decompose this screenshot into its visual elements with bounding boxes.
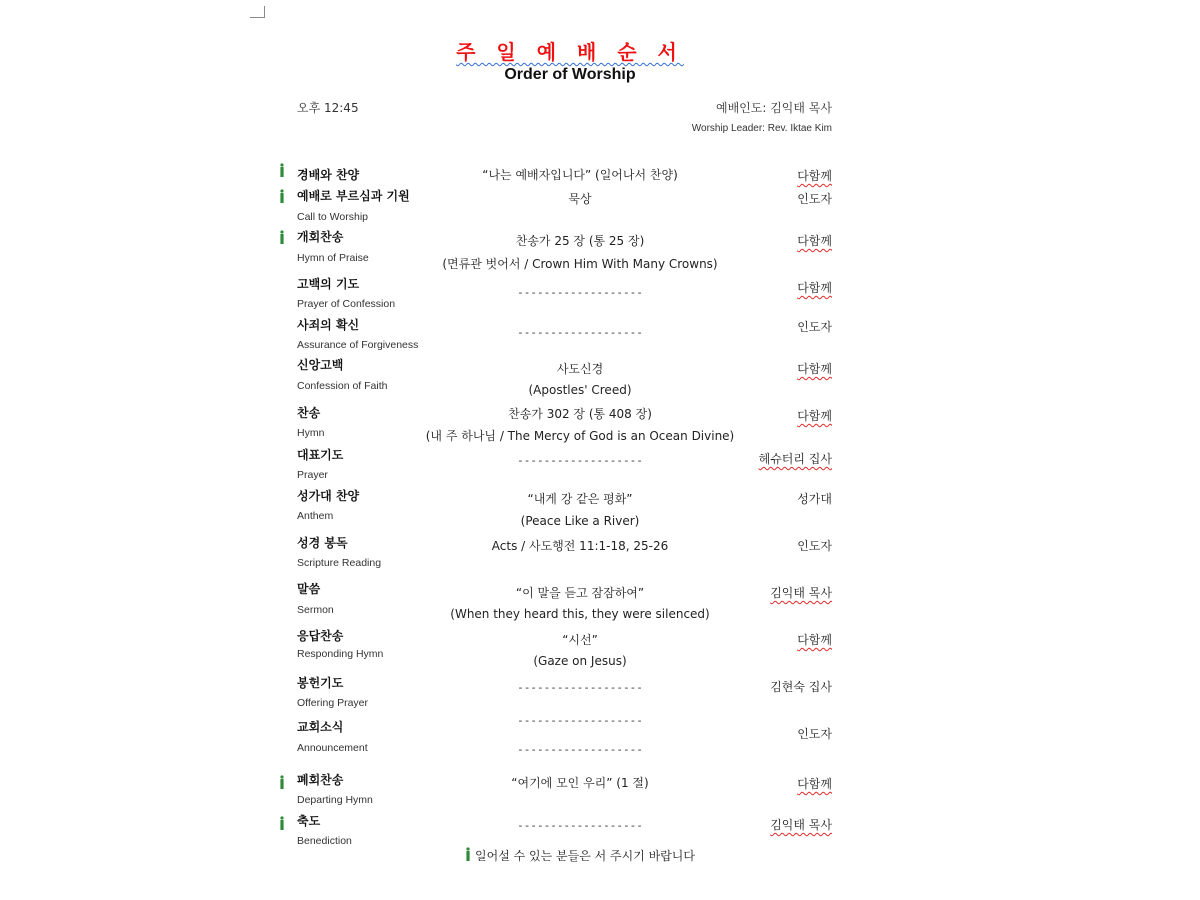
standing-person-icon <box>279 230 285 244</box>
order-item-english: Sermon <box>297 604 334 616</box>
order-item-title: 대표기도 <box>297 448 344 462</box>
order-item-title: 말씀 <box>297 582 321 596</box>
title-korean: 주 일 예 배 순 서 <box>456 40 684 64</box>
order-item-detail-secondary: (Apostles' Creed) <box>528 383 632 397</box>
order-item-person: 김현숙 집사 <box>770 680 832 694</box>
order-item-person: 다함께 <box>797 169 832 183</box>
order-item-detail: “내게 강 같은 평화” <box>527 492 633 506</box>
order-item-english: Anthem <box>297 510 334 522</box>
order-item-title: 폐회찬송 <box>297 773 344 787</box>
order-item-english: Prayer <box>297 469 328 481</box>
footer-note <box>465 847 695 864</box>
order-item-person: 다함께 <box>797 409 832 423</box>
order-item-english: Confession of Faith <box>297 380 388 392</box>
order-item-title: 개회찬송 <box>297 230 344 244</box>
order-item-english: Announcement <box>297 742 368 754</box>
order-item-detail: “나는 예배자입니다” (일어나서 찬양) <box>482 168 678 182</box>
order-item-title: 봉헌기도 <box>297 676 344 690</box>
order-item-title: 사죄의 확신 <box>297 318 360 332</box>
order-item-person: 성가대 <box>797 492 832 506</box>
order-item-english: Offering Prayer <box>297 697 369 709</box>
order-item-english: Hymn <box>297 427 325 439</box>
order-item-english: Assurance of Forgiveness <box>297 339 419 351</box>
order-item-detail: ------------------- <box>517 819 643 832</box>
order-item-detail-secondary: (Gaze on Jesus) <box>533 654 627 668</box>
order-item-detail: Acts / 사도행전 11:1-18, 25-26 <box>491 539 669 553</box>
standing-person-icon <box>279 189 285 203</box>
standing-person-icon <box>279 816 285 830</box>
order-item-english: Departing Hymn <box>297 794 373 806</box>
footer-note-text: 일어설 수 있는 분들은 서 주시기 바랍니다 <box>475 849 695 863</box>
page-corner-mark <box>250 6 265 18</box>
order-item-detail-secondary: ------------------- <box>517 743 643 756</box>
order-item-title: 신앙고백 <box>297 358 344 372</box>
order-item-detail: “여기에 모인 우리” (1 절) <box>511 776 649 790</box>
order-item-detail: 묵상 <box>568 192 592 206</box>
order-item-detail: 찬송가 25 장 (통 25 장) <box>515 234 645 248</box>
order-item-detail-secondary: (Peace Like a River) <box>520 514 640 528</box>
order-item-detail: “시선” <box>562 633 598 647</box>
standing-person-icon <box>465 847 471 864</box>
standing-person-icon <box>279 163 285 177</box>
order-item-english: Responding Hymn <box>297 648 384 660</box>
order-item-person: 인도자 <box>797 539 832 553</box>
order-item-title: 고백의 기도 <box>297 277 360 291</box>
worship-leader-korean: 예배인도: 김익태 목사 <box>715 101 832 115</box>
order-item-title: 교회소식 <box>297 720 344 734</box>
order-item-title: 찬송 <box>297 406 321 420</box>
order-item-detail: ------------------- <box>517 326 643 339</box>
order-item-detail-secondary: (면류관 벗어서 / Crown Him With Many Crowns) <box>442 257 718 271</box>
order-item-english: Hymn of Praise <box>297 252 369 264</box>
order-item-english: Benediction <box>297 835 352 847</box>
order-item-detail: ------------------- <box>517 454 643 467</box>
order-item-detail: ------------------- <box>517 681 643 694</box>
order-item-person: 김익태 목사 <box>770 818 832 832</box>
order-item-person: 다함께 <box>797 777 832 791</box>
order-item-person: 인도자 <box>797 727 832 741</box>
order-item-detail-secondary: (내 주 하나님 / The Mercy of God is an Ocean Divine) <box>425 429 735 443</box>
order-item-title: 경배와 찬양 <box>297 168 360 182</box>
order-item-title: 응답찬송 <box>297 629 344 643</box>
order-item-person: 헤슈터리 집사 <box>758 452 832 466</box>
order-item-detail: ------------------- <box>517 286 643 299</box>
order-item-detail: ------------------- <box>517 714 643 727</box>
order-item-person: 인도자 <box>797 320 832 334</box>
order-item-title: 성가대 찬양 <box>297 489 360 503</box>
order-item-english: Scripture Reading <box>297 557 382 569</box>
order-item-person: 김익태 목사 <box>770 586 832 600</box>
order-item-person: 다함께 <box>797 281 832 295</box>
service-time: 오후 12:45 <box>297 101 359 115</box>
order-item-detail: 찬송가 302 장 (통 408 장) <box>508 407 652 421</box>
worship-leader-english: Worship Leader: Rev. Iktae Kim <box>691 123 832 134</box>
order-item-title: 성경 봉독 <box>297 536 348 550</box>
order-item-title: 예배로 부르심과 기원 <box>297 189 410 203</box>
order-item-detail-secondary: (When they heard this, they were silenced) <box>450 607 710 621</box>
order-item-english: Prayer of Confession <box>297 298 396 310</box>
standing-person-icon <box>279 775 285 789</box>
order-item-person: 다함께 <box>797 234 832 248</box>
order-item-person: 인도자 <box>797 192 832 206</box>
order-item-detail: 사도신경 <box>556 362 604 376</box>
order-item-person: 다함께 <box>797 633 832 647</box>
order-item-person: 다함께 <box>797 362 832 376</box>
order-item-title: 축도 <box>297 814 321 828</box>
order-item-detail: “이 말을 듣고 잠잠하여” <box>515 586 645 600</box>
order-item-english: Call to Worship <box>297 211 368 223</box>
title-english: Order of Worship <box>504 66 636 83</box>
